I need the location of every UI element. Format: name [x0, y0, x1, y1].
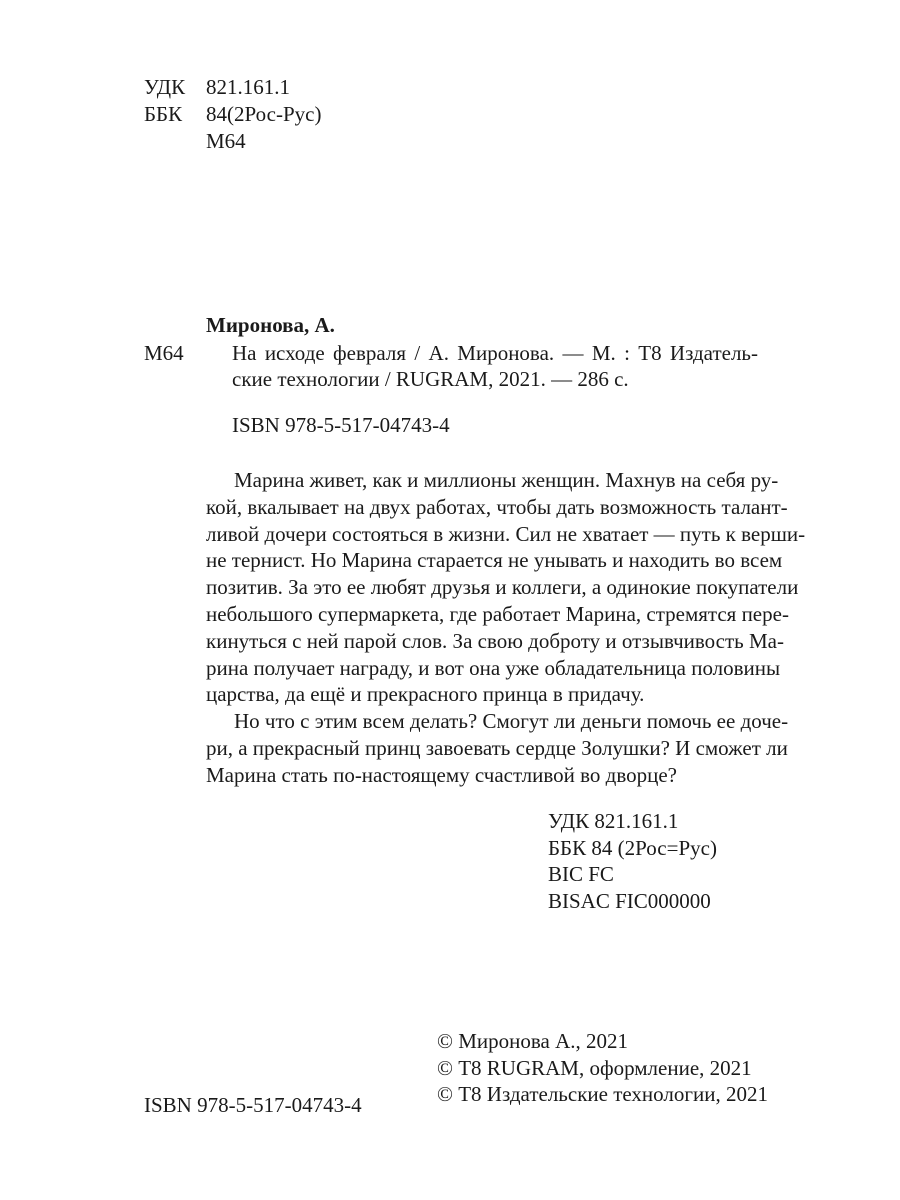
udk-row — [144, 74, 321, 101]
catalog-mark: М64 — [144, 341, 184, 365]
annotation-line: Марина стать по-настоящему счастливой во дворце? — [206, 762, 677, 787]
annotation-line: царства, да ещё и прекрасного принца в придачу. — [206, 682, 645, 707]
bibliographic-description — [232, 340, 758, 392]
code-line: УДК 821.161.1 — [548, 809, 679, 833]
footer-isbn: ISBN 978-5-517-04743-4 — [144, 1093, 362, 1117]
annotation-line: Но что с этим всем делать? Смогут ли деньги помочь ее дочe- — [234, 709, 789, 734]
copyright-line: © Т8 Издательские технологии, 2021 — [437, 1082, 768, 1106]
bbk-value: 84(2Рос-Рус) — [206, 102, 322, 126]
catalog-isbn: ISBN 978-5-517-04743-4 — [232, 413, 450, 437]
annotation-line: позитив. За это ее любят друзья и коллеги, а одинокие покупатели — [206, 575, 799, 600]
bottom-classification-codes — [548, 808, 717, 914]
udk-value: 821.161.1 — [206, 75, 290, 99]
code-line: BIC FC — [548, 862, 614, 886]
annotation-line: кинуться с ней парой слов. За свою доброту и отзывчивость Ма- — [206, 628, 784, 653]
annotation-line: рина получает награду, и вот она уже обладательница половины — [206, 655, 781, 680]
annotation-line: ри, а прекрасный принц завоевать сердце Золушки? И сможет ли — [206, 735, 788, 760]
author-mark: М64 — [206, 129, 246, 153]
description-line: На исходе февраля / А. Миронова. — М. : Т8 Издатель- — [232, 341, 758, 365]
annotation-line: не тернист. Но Марина старается не унывать и находить во всем — [206, 548, 783, 573]
udk-label: УДК — [144, 75, 186, 99]
copyright-line: © Миронова А., 2021 — [437, 1029, 628, 1053]
bbk-label: ББК — [144, 102, 183, 126]
annotation — [206, 467, 806, 789]
copyright-block — [437, 1028, 768, 1108]
code-line: BISAC FIC000000 — [548, 888, 711, 913]
code-line: ББК 84 (2Рос=Рус) — [548, 835, 717, 860]
author-heading: Миронова, А. — [206, 313, 335, 337]
annotation-paragraph-2 — [206, 708, 789, 788]
top-classification-codes — [144, 74, 321, 155]
description-line: ские технологии / RUGRAM, 2021. — 286 с. — [232, 367, 629, 391]
author-mark-row — [144, 128, 321, 155]
annotation-line: небольшого супермаркета, где работает Марина, стремятся пере- — [206, 601, 789, 626]
annotation-line: ливой дочери состояться в жизни. Сил не хватает — путь к верши- — [206, 521, 806, 546]
annotation-line: Марина живет, как и миллионы женщин. Махнув на себя ру- — [234, 468, 779, 492]
annotation-line: кой, вкалывает на двух работах, чтобы дать возможность талант- — [206, 494, 788, 519]
copyright-line: © Т8 RUGRAM, оформление, 2021 — [437, 1055, 752, 1080]
bbk-row — [144, 101, 321, 128]
annotation-paragraph-1 — [206, 467, 806, 708]
